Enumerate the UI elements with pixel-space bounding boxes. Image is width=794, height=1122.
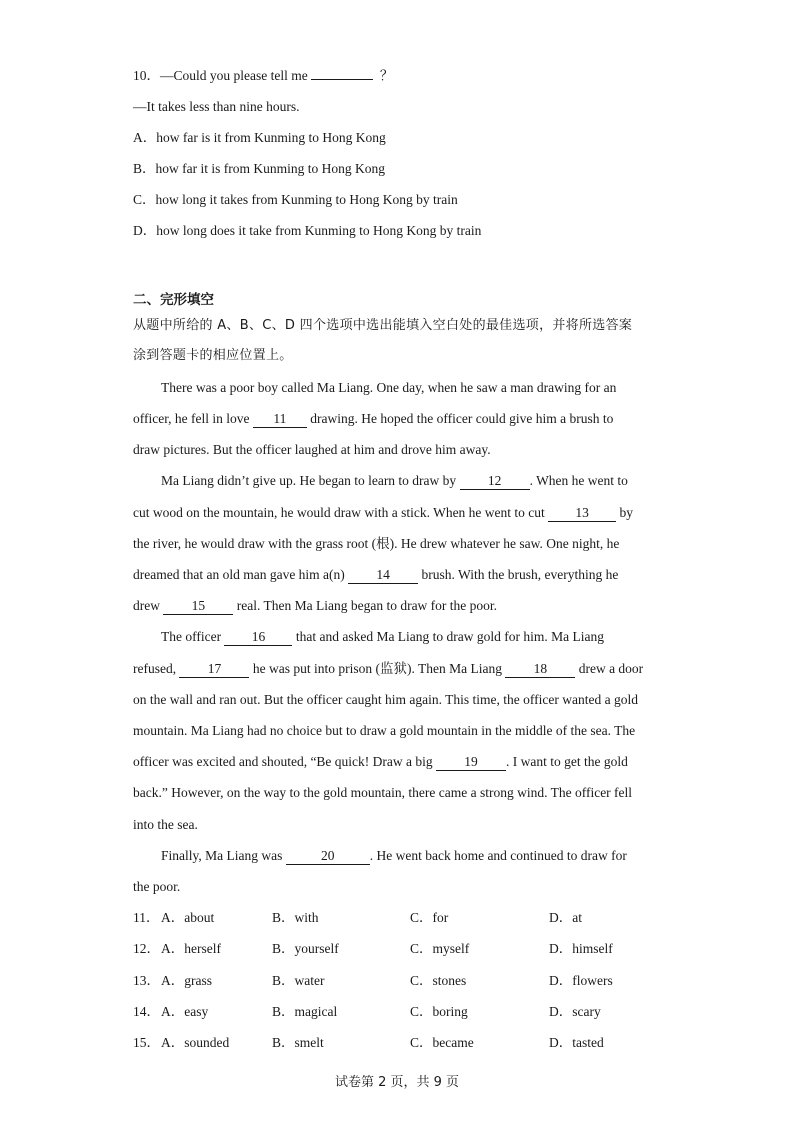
passage-text: dreamed that an old man gave him a(n) bbox=[133, 567, 349, 582]
passage-line: back.” However, on the way to the gold mountain, there came a strong wind. The officer fell bbox=[133, 785, 633, 800]
choice-a: A．grass bbox=[161, 973, 212, 988]
choice-c: C．stones bbox=[410, 973, 467, 988]
section-instruction-2: 涂到答题卡的相应位置上。 bbox=[133, 348, 293, 363]
q10-option-c: C．how long it takes from Kunming to Hong Kong by train bbox=[133, 192, 458, 207]
q10-answer-line: —It takes less than nine hours. bbox=[133, 99, 300, 114]
passage-text: officer, he fell in love bbox=[133, 411, 253, 426]
passage-text: The officer bbox=[161, 629, 225, 644]
passage-line: the poor. bbox=[133, 879, 181, 894]
passage-line bbox=[133, 659, 643, 679]
blank-16: 16 bbox=[224, 629, 292, 646]
q10-stem-after: ？ bbox=[379, 68, 394, 83]
choice-b: B．yourself bbox=[272, 941, 339, 956]
blank-13: 13 bbox=[548, 505, 616, 522]
choice-c: C．boring bbox=[410, 1004, 468, 1019]
choice-a: A．sounded bbox=[161, 1035, 230, 1050]
choice-c: C．for bbox=[410, 910, 449, 925]
blank-20: 20 bbox=[286, 848, 370, 865]
page-footer: 试卷第 2 页，共 9 页 bbox=[334, 1075, 460, 1090]
passage-text: refused, bbox=[133, 661, 180, 676]
section-instruction-1: 从题中所给的 A、B、C、D 四个选项中选出能填入空白处的最佳选项，并将所选答案 bbox=[133, 318, 633, 333]
choice-a: A．herself bbox=[161, 941, 221, 956]
blank-11: 11 bbox=[253, 411, 307, 428]
passage-line bbox=[161, 627, 604, 647]
passage-line bbox=[161, 846, 627, 866]
blank-15: 15 bbox=[163, 598, 233, 615]
blank-18: 18 bbox=[505, 661, 575, 678]
choice-num: 13． bbox=[133, 973, 160, 988]
passage-line bbox=[133, 596, 497, 616]
choice-b: B．water bbox=[272, 973, 325, 988]
passage-text: drew a door bbox=[575, 661, 644, 676]
passage-text: . I want to get the gold bbox=[506, 754, 628, 769]
q10-option-d: D．how long does it take from Kunming to Hong Kong by train bbox=[133, 223, 482, 238]
choice-b: B．with bbox=[272, 910, 319, 925]
choice-a: A．easy bbox=[161, 1004, 209, 1019]
choice-d: D．scary bbox=[549, 1004, 601, 1019]
passage-line bbox=[133, 565, 618, 585]
q10-option-b: B．how far it is from Kunming to Hong Kong bbox=[133, 161, 385, 176]
choice-c: C．became bbox=[410, 1035, 474, 1050]
passage-text: he was put into prison (监狱). Then Ma Liang bbox=[249, 661, 506, 676]
passage-line: the river, he would draw with the grass root (根). He drew whatever he saw. One night, he bbox=[133, 536, 620, 551]
choice-d: D．flowers bbox=[549, 973, 613, 988]
passage-line bbox=[133, 503, 633, 523]
passage-text: that and asked Ma Liang to draw gold for him. Ma Liang bbox=[292, 629, 605, 644]
blank-19: 19 bbox=[436, 754, 506, 771]
q10-option-a: A．how far is it from Kunming to Hong Kong bbox=[133, 130, 386, 145]
passage-line: draw pictures. But the officer laughed at him and drove him away. bbox=[133, 442, 491, 457]
passage-text: by bbox=[616, 505, 634, 520]
passage-line: into the sea. bbox=[133, 817, 198, 832]
section-title: 二、完形填空 bbox=[133, 292, 214, 308]
passage-text: Ma Liang didn’t give up. He began to learn to draw by bbox=[161, 473, 460, 488]
q10-stem bbox=[133, 66, 393, 86]
passage-line bbox=[133, 409, 613, 429]
blank-14: 14 bbox=[348, 567, 418, 584]
passage-text: drew bbox=[133, 598, 164, 613]
passage-text: . He went back home and continued to draw for bbox=[369, 848, 627, 863]
choice-b: B．smelt bbox=[272, 1035, 324, 1050]
passage-text: officer was excited and shouted, “Be quick! Draw a big bbox=[133, 754, 437, 769]
choice-num: 12． bbox=[133, 941, 160, 956]
choice-num: 15． bbox=[133, 1035, 160, 1050]
passage-line: on the wall and ran out. But the officer caught him again. This time, the officer wanted a gold bbox=[133, 692, 638, 707]
choice-num: 11． bbox=[133, 910, 160, 925]
passage-line: There was a poor boy called Ma Liang. One day, when he saw a man drawing for an bbox=[161, 380, 617, 395]
passage-line bbox=[161, 471, 628, 491]
q10-stem-before: 10．—Could you please tell me bbox=[133, 68, 312, 83]
passage-text: Finally, Ma Liang was bbox=[161, 848, 286, 863]
choice-a: A．about bbox=[161, 910, 215, 925]
choice-b: B．magical bbox=[272, 1004, 338, 1019]
passage-text: drawing. He hoped the officer could give him a brush to bbox=[306, 411, 614, 426]
choice-d: D．at bbox=[549, 910, 582, 925]
passage-text: . When he went to bbox=[529, 473, 628, 488]
choice-c: C．myself bbox=[410, 941, 470, 956]
passage-line: mountain. Ma Liang had no choice but to draw a gold mountain in the middle of the sea. The bbox=[133, 723, 636, 738]
blank-12: 12 bbox=[460, 473, 530, 490]
passage-text: brush. With the brush, everything he bbox=[418, 567, 619, 582]
blank-17: 17 bbox=[179, 661, 249, 678]
choice-d: D．himself bbox=[549, 941, 613, 956]
passage-line bbox=[133, 752, 628, 772]
passage-text: real. Then Ma Liang began to draw for the poor. bbox=[233, 598, 498, 613]
passage-text: cut wood on the mountain, he would draw with a stick. When he went to cut bbox=[133, 505, 549, 520]
choice-num: 14． bbox=[133, 1004, 160, 1019]
q10-blank bbox=[311, 79, 373, 80]
choice-d: D．tasted bbox=[549, 1035, 604, 1050]
